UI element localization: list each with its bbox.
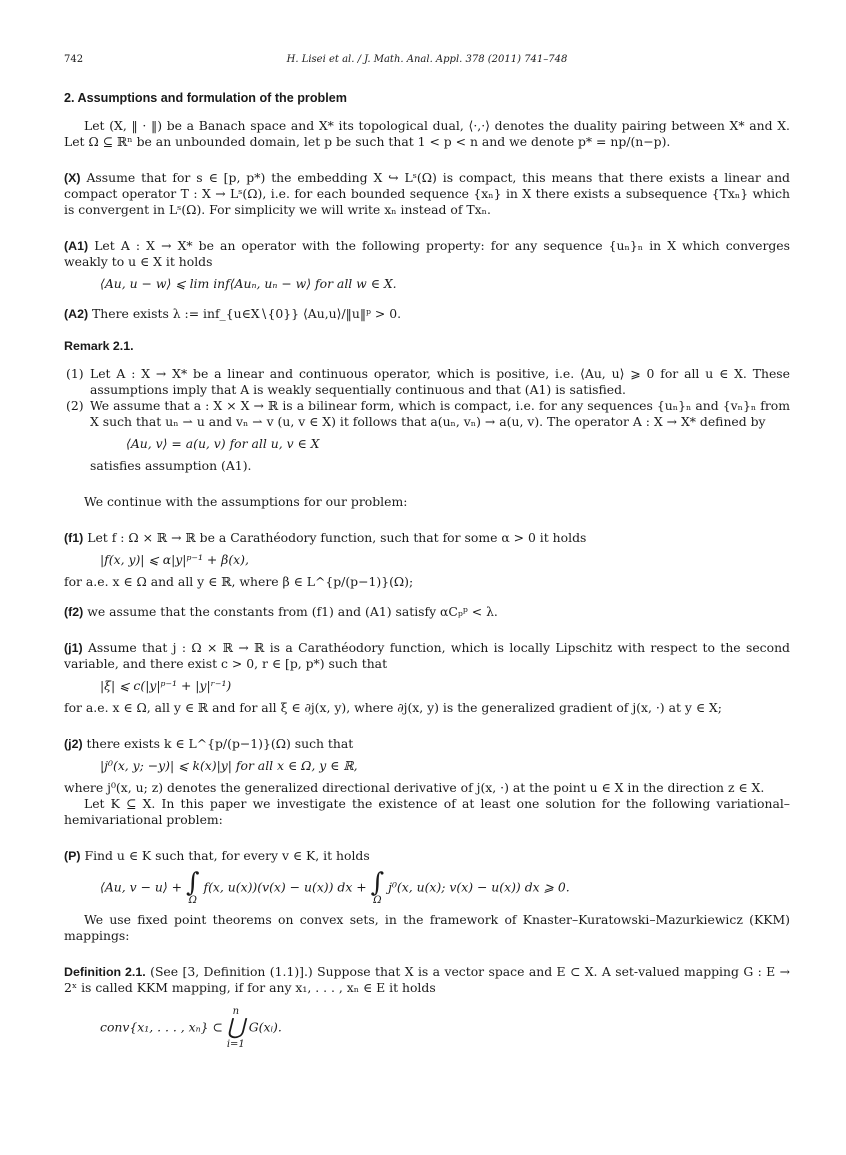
j1-formula: |ξ| ⩽ c(|y|ᵖ⁻¹ + |y|ʳ⁻¹) [100,678,232,693]
problem-p-formula-b: f(x, u(x))(v(x) − u(x)) dx + [203,879,367,895]
integral-2-domain: Ω [373,895,382,906]
definition-text: (See [3, Definition (1.1)].) Suppose that X is a vector space and E ⊂ X. A set-valued mapping G : E → 2ˣ is called KKM mapping, if for any x₁, . . . , xₙ ∈ E it holds [64,964,790,995]
assumption-a1-text: Let A : X → X* be an operator with the following property: for any sequence {uₙ}ₙ in X which converges weakly to u ∈ X it holds [64,238,790,269]
assumption-f2 [64,604,790,620]
definition-formula-left: conv{x₁, . . . , xₙ} ⊂ [100,1019,223,1035]
assumption-j2-text: there exists k ∈ L^{p/(p−1)}(Ω) such that [86,736,354,751]
kkm-paragraph: We use fixed point theorems on convex sets, in the framework of Knaster–Kuratowski–Mazurkiewicz (KKM) mappings: [64,912,790,943]
integral-symbol-2: ∫ Ω [370,868,385,906]
assumption-f2-label: (f2) [64,605,84,619]
definition-formula-right: G(xᵢ). [248,1019,282,1035]
problem-p-label: (P) [64,849,81,863]
union-lower-limit: i=1 [226,1039,245,1050]
integral-1-domain: Ω [188,895,197,906]
j2-tail-2: Let K ⊆ X. In this paper we investigate the existence of at least one solution for the following variational–hemivariational problem: [64,796,790,827]
assumption-f2-text: we assume that the constants from (f1) and (A1) satisfy αCₚᵖ < λ. [87,604,498,619]
remark-item-1 [64,366,790,398]
f1-formula: |f(x, y)| ⩽ α|y|ᵖ⁻¹ + β(x), [100,552,249,567]
assumption-j1 [64,640,790,672]
assumption-a2-label: (A2) [64,307,89,321]
remark-item-2-tail: satisfies assumption (A1). [90,458,252,473]
j2-tail: where j⁰(x, u; z) denotes the generalized directional derivative of j(x, ·) at the point u ∈ X in the direction z ∈ X. [64,780,765,795]
a1-formula: ⟨Au, u − w⟩ ⩽ lim inf⟨Auₙ, uₙ − w⟩ for all w ∈ X. [100,276,397,291]
j2-formula: |j⁰(x, y; −y)| ⩽ k(x)|y| for all x ∈ Ω, y ∈ ℝ, [100,758,358,773]
definition-2-1 [64,964,790,996]
assumption-a2-text: There exists λ := inf_{u∈X∖{0}} ⟨Au,u⟩/‖u‖ᵖ > 0. [92,306,402,321]
j1-tail: for a.e. x ∈ Ω, all y ∈ ℝ and for all ξ ∈ ∂j(x, y), where ∂j(x, y) is the generalized gradient of j(x, ·) at y ∈ X; [64,700,722,715]
continue-paragraph: We continue with the assumptions for our problem: [84,494,408,509]
f1-tail: for a.e. x ∈ Ω and all y ∈ ℝ, where β ∈ L^{p/(p−1)}(Ω); [64,574,414,589]
assumption-x-text: Assume that for s ∈ [p, p*) the embedding X ↪ Lˢ(Ω) is compact, this means that there exists a linear and compact operator T : X → Lˢ(Ω), i.e. for each bounded sequence {xₙ} in X there exists a subsequence {Txₙ} which is convergent in Lˢ(Ω). For simplicity we will write xₙ instead of Txₙ. [64,170,790,217]
problem-p-text: Find u ∈ K such that, for every v ∈ K, it holds [84,848,370,863]
problem-p-formula-a: ⟨Au, v − u⟩ + [100,879,183,895]
assumption-x-label: (X) [64,171,81,185]
remark-item-2 [64,398,790,474]
remark-list [64,366,790,474]
running-title: H. Lisei et al. / J. Math. Anal. Appl. 378 (2011) 741–748 [286,54,568,65]
assumption-f1-text: Let f : Ω × ℝ → ℝ be a Carathéodory function, such that for some α > 0 it holds [87,530,587,545]
assumption-f1-label: (f1) [64,531,84,545]
paper-page [64,52,790,1056]
intro-paragraph: Let (X, ‖ · ‖) be a Banach space and X* its topological dual, ⟨·,·⟩ denotes the duality pairing between X* and X. Let Ω ⊆ ℝⁿ be an unbounded domain, let p be such that 1 < p < n and we denote p* = np/(n−p). [64,118,790,149]
running-header [64,52,790,68]
assumption-j1-text: Assume that j : Ω × ℝ → ℝ is a Carathéodory function, which is locally Lipschitz with respect to the second variable, and there exist c > 0, r ∈ [p, p*) such that [64,640,790,671]
assumption-a1 [64,238,790,270]
problem-p [64,848,790,864]
remark-item-2-text: We assume that a : X × X → ℝ is a bilinear form, which is compact, i.e. for any sequences {uₙ}ₙ and {vₙ}ₙ from X such that uₙ ⇀ u and vₙ ⇀ v (u, v ∈ X) it follows that a(uₙ, vₙ) → a(u, v). The operator A : X → X* defined by [90,398,790,429]
remark-title: Remark 2.1. [64,339,134,353]
union-upper-limit: n [232,1006,240,1017]
remark-item-2-formula: ⟨Au, v⟩ = a(u, v) for all u, v ∈ X [126,436,320,451]
remark-item-1-number: (1) [66,366,84,381]
assumption-a2 [64,306,790,322]
problem-p-formula [100,870,790,906]
definition-formula [100,1006,790,1050]
definition-title: Definition 2.1. [64,965,146,979]
section-title: 2. Assumptions and formulation of the problem [64,91,347,105]
remark-item-2-number: (2) [66,398,84,413]
remark-item-1-text: Let A : X → X* be a linear and continuous operator, which is positive, i.e. ⟨Au, u⟩ ⩾ 0 for all u ∈ X. These assumptions imply that A is weakly sequentially continuous and that (A1) is satisfied. [90,366,790,397]
assumption-f1 [64,530,790,546]
page-number: 742 [64,54,84,65]
integral-symbol-1: ∫ Ω [186,868,200,906]
assumption-j2 [64,736,790,752]
assumption-j2-label: (j2) [64,737,83,751]
assumption-j1-label: (j1) [64,641,83,655]
assumption-x [64,170,790,218]
problem-p-formula-c: j⁰(x, u(x); v(x) − u(x)) dx ⩾ 0. [388,879,570,895]
assumption-a1-label: (A1) [64,239,89,253]
big-union-symbol: n ⋃ i=1 [226,1006,245,1050]
